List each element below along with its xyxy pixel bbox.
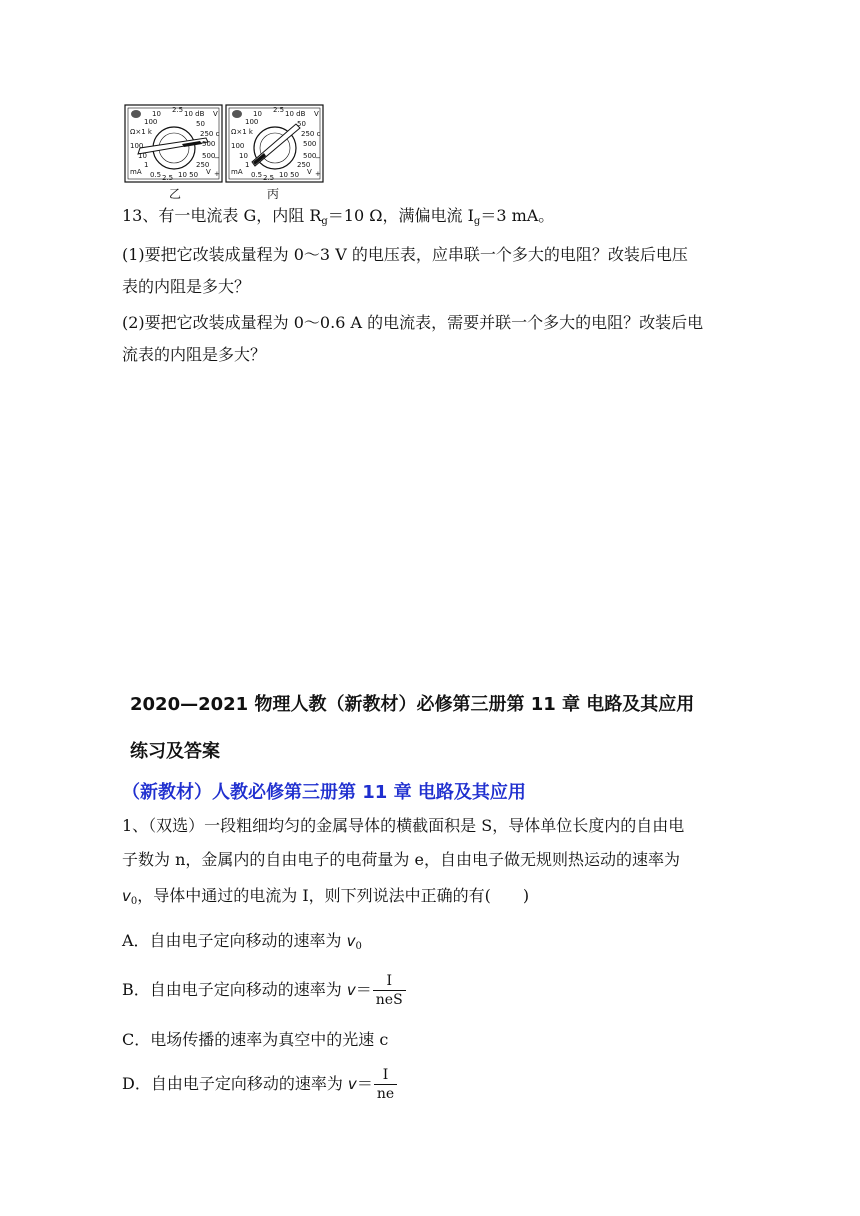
- svg-text:500: 500: [303, 152, 317, 160]
- option-d-var: v: [347, 1075, 357, 1093]
- svg-text:10 50: 10 50: [279, 171, 300, 179]
- svg-text:100: 100: [245, 118, 259, 126]
- svg-text:V: V: [206, 168, 211, 176]
- option-a-sub: 0: [355, 941, 362, 952]
- option-d-denominator: ne: [376, 1086, 395, 1102]
- svg-text:10 50: 10 50: [178, 171, 199, 179]
- q13-part2-line2: 流表的内阻是多大？: [122, 345, 267, 364]
- svg-text:10: 10: [138, 152, 147, 160]
- svg-text:10 dB: 10 dB: [285, 110, 306, 118]
- option-c: C．电场传播的速率为真空中的光速 c: [122, 1030, 389, 1049]
- svg-text:2.5: 2.5: [263, 174, 275, 182]
- q1-var-v: v: [122, 887, 131, 905]
- svg-text:Ω×1 k: Ω×1 k: [231, 128, 253, 136]
- svg-text:250: 250: [196, 161, 210, 169]
- multimeter-figure: [124, 104, 324, 201]
- svg-text:−: −: [214, 154, 220, 162]
- option-b-text: B．自由电子定向移动的速率为: [122, 980, 347, 999]
- svg-text:250 c: 250 c: [301, 130, 321, 138]
- svg-text:100: 100: [144, 118, 158, 126]
- svg-text:2.5: 2.5: [172, 106, 184, 114]
- svg-text:V: V: [213, 110, 218, 118]
- svg-text:100: 100: [231, 142, 245, 150]
- svg-text:10: 10: [253, 110, 262, 118]
- svg-text:2.5: 2.5: [162, 174, 174, 182]
- multimeter-dials-drawing: [124, 104, 324, 184]
- option-b-fraction: [373, 972, 406, 1009]
- svg-text:10: 10: [152, 110, 161, 118]
- svg-text:mA: mA: [231, 168, 243, 176]
- svg-text:V: V: [307, 168, 312, 176]
- option-d-fraction: [374, 1066, 397, 1103]
- svg-text:mA: mA: [130, 168, 142, 176]
- svg-text:500: 500: [202, 140, 216, 148]
- section-title-line2: 练习及答案: [130, 741, 220, 762]
- q1-sub-0: 0: [130, 896, 138, 907]
- option-d: [122, 1066, 397, 1103]
- svg-text:500: 500: [202, 152, 216, 160]
- svg-text:50: 50: [196, 120, 205, 128]
- option-d-eq: ＝: [356, 1074, 373, 1093]
- svg-text:1: 1: [245, 161, 250, 169]
- q13-text-c: ＝3 mA。: [480, 206, 555, 225]
- svg-text:50: 50: [297, 120, 306, 128]
- svg-text:−: −: [315, 154, 321, 162]
- q13-part2-line1: (2)要把它改装成量程为 0～0.6 A 的电流表，需要并联一个多大的电阻？改装后电: [122, 313, 704, 332]
- svg-text:10 dB: 10 dB: [184, 110, 205, 118]
- option-b: [122, 972, 406, 1009]
- q1-stem-line1: 1、（双选）一段粗细均匀的金属导体的横截面积是 S，导体单位长度内的自由电: [122, 816, 685, 835]
- option-d-numerator: I: [374, 1066, 397, 1085]
- svg-text:2.5: 2.5: [273, 106, 285, 114]
- q1-stem-line2: 子数为 n，金属内的自由电子的电荷量为 e，自由电子做无规则热运动的速率为: [122, 850, 680, 869]
- q13-part1-line1: (1)要把它改装成量程为 0～3 V 的电压表，应串联一个多大的电阻？改装后电压: [122, 245, 688, 264]
- svg-text:V: V: [314, 110, 319, 118]
- option-b-numerator: I: [373, 972, 406, 991]
- svg-text:1: 1: [144, 161, 149, 169]
- svg-text:500: 500: [303, 140, 317, 148]
- q13-sub-ig: g: [473, 216, 481, 227]
- chapter-subheading: （新教材）人教必修第三册第 11 章 电路及其应用: [122, 782, 526, 803]
- option-b-var: v: [346, 981, 356, 999]
- svg-text:0.5: 0.5: [150, 171, 162, 179]
- figure-caption-right: 丙: [267, 187, 280, 201]
- option-b-eq: ＝: [355, 980, 372, 999]
- q13-text-b: ＝10 Ω，满偏电流 I: [327, 206, 474, 225]
- q1-line3-rest: ，导体中通过的电流为 I，则下列说法中正确的有( ): [137, 886, 530, 905]
- q1-stem-line3: [122, 886, 529, 912]
- figure-caption-left: 乙: [169, 187, 182, 201]
- option-a: [122, 931, 362, 957]
- section-title-line1: 2020—2021 物理人教（新教材）必修第三册第 11 章 电路及其应用: [130, 694, 695, 715]
- svg-text:250 c: 250 c: [200, 130, 220, 138]
- svg-text:100: 100: [130, 142, 144, 150]
- svg-text:250: 250: [297, 161, 311, 169]
- option-a-text: A．自由电子定向移动的速率为: [122, 931, 347, 950]
- q13-text-a: 13、有一电流表 G，内阻 R: [122, 206, 322, 225]
- option-a-var: v: [346, 932, 356, 950]
- q13-sub-rg: g: [321, 216, 328, 227]
- option-b-denominator: neS: [375, 992, 403, 1008]
- svg-text:0.5: 0.5: [251, 171, 263, 179]
- option-d-text: D．自由电子定向移动的速率为: [122, 1074, 348, 1093]
- q13-stem: [122, 206, 554, 232]
- svg-text:+: +: [214, 170, 220, 178]
- svg-text:Ω×1 k: Ω×1 k: [130, 128, 152, 136]
- q13-part1-line2: 表的内阻是多大？: [122, 277, 251, 296]
- svg-text:10: 10: [239, 152, 248, 160]
- svg-text:+: +: [315, 170, 321, 178]
